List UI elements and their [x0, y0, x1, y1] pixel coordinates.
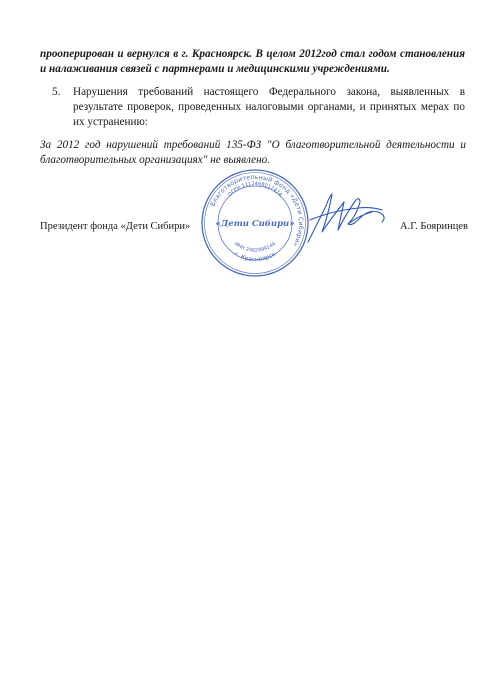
signatory-name: А.Г. Бояринцев: [400, 221, 468, 232]
organization-stamp: [200, 168, 310, 278]
finding-paragraph: За 2012 год нарушений требований 135-ФЗ "О благотворительной деятельности и благотворительных организациях" не выявлено.: [40, 139, 466, 166]
stamp-ogrn: ОГРН 1112468017424: [227, 180, 283, 198]
list-item-number: 5.: [52, 86, 61, 98]
list-item-text: Нарушения требований настоящего Федерального закона, выявленных в результате проверок, проведенных налоговыми органами, и принятых мерах по их устранению:: [73, 86, 465, 128]
handwritten-signature: [300, 188, 390, 246]
stamp-inn: ИНН 2462999144: [233, 241, 277, 254]
stamp-center-text: «Дети Сибири»: [215, 219, 295, 229]
signatory-position: Президент фонда «Дети Сибири»: [40, 221, 191, 232]
stamp-outer-text: Благотворительный фонд «Дети Сибири»: [209, 173, 305, 248]
continuation-paragraph: прооперирован и вернулся в г. Красноярск. В целом 2012год стал годом становления и налаживания связей с партнерами и медицинскими учреждениями.: [40, 48, 465, 75]
stamp-city: г. Красноярск: [233, 250, 277, 264]
svg-text:ИНН 2462999144: [233, 241, 277, 254]
